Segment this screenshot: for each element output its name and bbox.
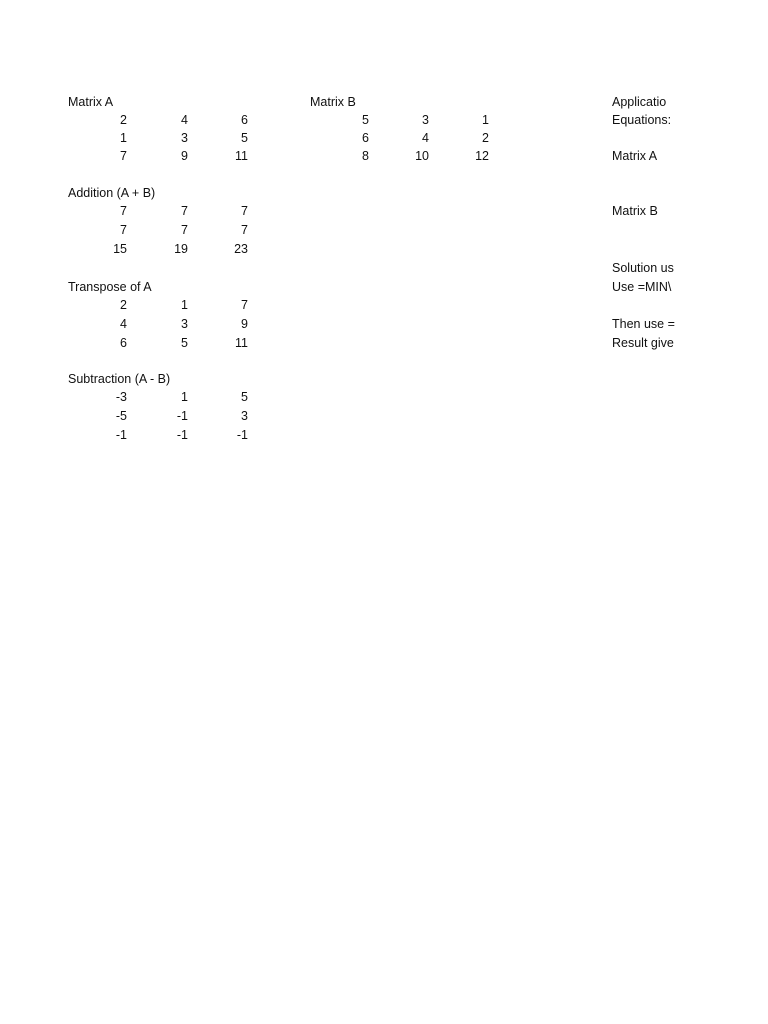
subtraction-cell[interactable]: -3 (115, 390, 127, 404)
transpose-cell[interactable]: 9 (241, 317, 248, 331)
matrix-b-cell[interactable]: 4 (422, 131, 429, 145)
subtraction-cell[interactable]: 5 (241, 390, 248, 404)
addition-cell[interactable]: 7 (120, 204, 127, 218)
matrix-a-cell[interactable]: 7 (120, 149, 127, 163)
addition-cell[interactable]: 23 (234, 242, 248, 256)
matrix-b-cell[interactable]: 10 (415, 149, 429, 163)
matrix-b-cell[interactable]: 12 (475, 149, 489, 163)
application-matrix-a-label[interactable]: Matrix A (612, 149, 658, 163)
matrix-b-cell[interactable]: 6 (362, 131, 369, 145)
addition-cell[interactable]: 7 (241, 204, 248, 218)
matrix-b-title[interactable]: Matrix B (310, 95, 356, 109)
transpose-cell[interactable]: 6 (120, 336, 127, 350)
transpose-cell[interactable]: 1 (181, 298, 188, 312)
subtraction-cell[interactable]: -1 (236, 428, 248, 442)
matrix-a-cell[interactable]: 6 (241, 113, 248, 127)
matrix-b-cell[interactable]: 3 (422, 113, 429, 127)
matrix-a-cell[interactable]: 4 (181, 113, 188, 127)
transpose-cell[interactable]: 4 (120, 317, 127, 331)
matrix-b-cell[interactable]: 5 (362, 113, 369, 127)
subtraction-title[interactable]: Subtraction (A - B) (68, 372, 171, 386)
subtraction-cell[interactable]: -1 (176, 409, 188, 423)
matrix-b-cell[interactable]: 1 (482, 113, 489, 127)
matrix-a-cell[interactable]: 9 (181, 149, 188, 163)
addition-cell[interactable]: 7 (241, 223, 248, 237)
transpose-cell[interactable]: 11 (235, 336, 248, 350)
addition-cell[interactable]: 7 (181, 204, 188, 218)
matrix-b-cell[interactable]: 2 (482, 131, 489, 145)
addition-title[interactable]: Addition (A + B) (68, 186, 156, 200)
solution-label[interactable]: Solution us (612, 261, 674, 275)
matrix-a-cell[interactable]: 1 (120, 131, 127, 145)
subtraction-cell[interactable]: 3 (241, 409, 248, 423)
result-label[interactable]: Result give (612, 336, 674, 350)
application-matrix-b-label[interactable]: Matrix B (612, 204, 658, 218)
transpose-cell[interactable]: 7 (241, 298, 248, 312)
transpose-cell[interactable]: 3 (181, 317, 188, 331)
addition-cell[interactable]: 15 (113, 242, 127, 256)
transpose-title[interactable]: Transpose of A (68, 280, 152, 294)
then-use-instruction[interactable]: Then use = (612, 317, 675, 331)
matrix-a-cell[interactable]: 11 (235, 149, 248, 163)
addition-cell[interactable]: 7 (181, 223, 188, 237)
equations-label[interactable]: Equations: (612, 113, 672, 127)
addition-cell[interactable]: 19 (174, 242, 188, 256)
application-title[interactable]: Applicatio (612, 95, 667, 109)
addition-cell[interactable]: 7 (120, 223, 127, 237)
transpose-cell[interactable]: 5 (181, 336, 188, 350)
subtraction-cell[interactable]: -1 (115, 428, 127, 442)
subtraction-cell[interactable]: -5 (115, 409, 127, 423)
minverse-instruction[interactable]: Use =MIN\ (612, 280, 672, 294)
subtraction-cell[interactable]: -1 (176, 428, 188, 442)
subtraction-cell[interactable]: 1 (181, 390, 188, 404)
matrix-b-cell[interactable]: 8 (362, 149, 369, 163)
matrix-a-cell[interactable]: 5 (241, 131, 248, 145)
transpose-cell[interactable]: 2 (120, 298, 127, 312)
matrix-a-cell[interactable]: 2 (120, 113, 127, 127)
matrix-a-title[interactable]: Matrix A (68, 95, 114, 109)
matrix-a-cell[interactable]: 3 (181, 131, 188, 145)
